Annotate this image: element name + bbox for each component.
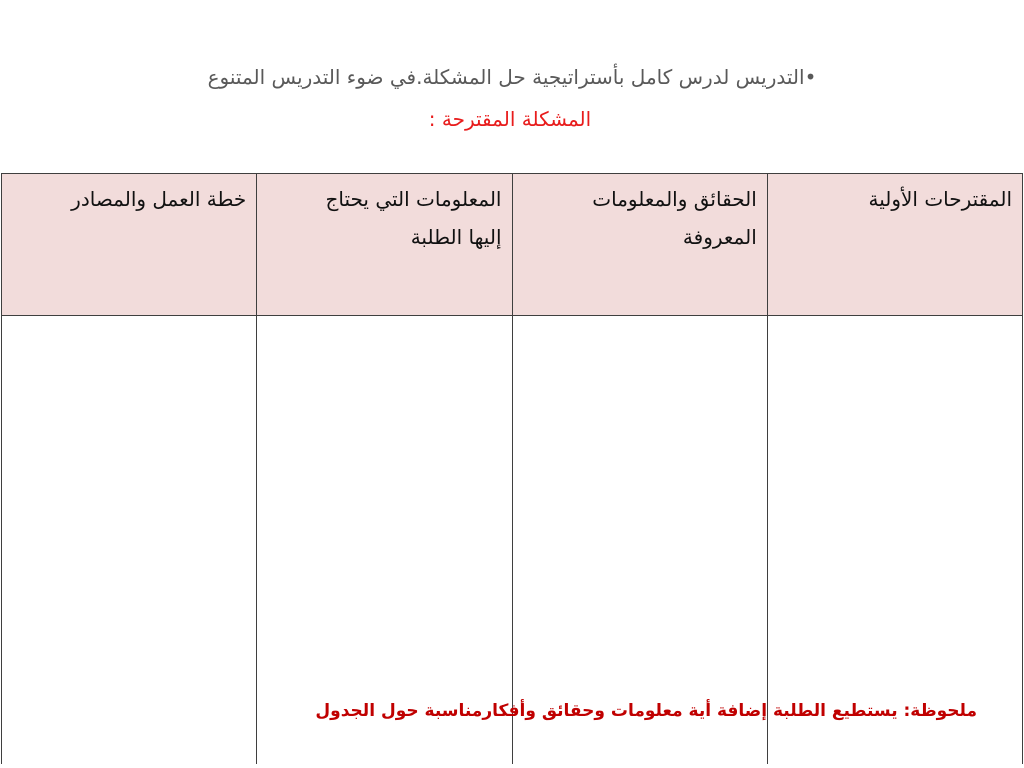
header-known-facts xyxy=(512,174,767,316)
table-header-row xyxy=(2,174,1023,316)
header-text: إليها الطلبة xyxy=(410,225,502,249)
header-text: المعروفة xyxy=(682,225,757,249)
cell-action-plan[interactable] xyxy=(2,316,257,764)
note-text: ملحوظة: يستطيع الطلبة إضافة أية معلومات وحقائق وأفكارمناسبة حول الجدول xyxy=(315,701,977,721)
slide-title-text: التدريس لدرس كامل بأستراتيجية حل المشكلة.في ضوء التدريس المتنوع xyxy=(207,65,805,89)
problem-solving-table xyxy=(1,173,1023,764)
header-text: المقترحات الأولية xyxy=(868,187,1012,211)
header-action-plan xyxy=(2,174,257,316)
header-text: الحقائق والمعلومات xyxy=(592,187,757,211)
slide-title xyxy=(0,62,1024,92)
header-text: المعلومات التي يحتاج xyxy=(325,187,502,211)
header-initial-proposals xyxy=(767,174,1022,316)
header-text: خطة العمل والمصادر xyxy=(71,187,247,211)
header-needed-information xyxy=(257,174,512,316)
proposed-problem-label: المشكلة المقترحة : xyxy=(428,107,592,131)
bullet-icon xyxy=(805,65,817,89)
